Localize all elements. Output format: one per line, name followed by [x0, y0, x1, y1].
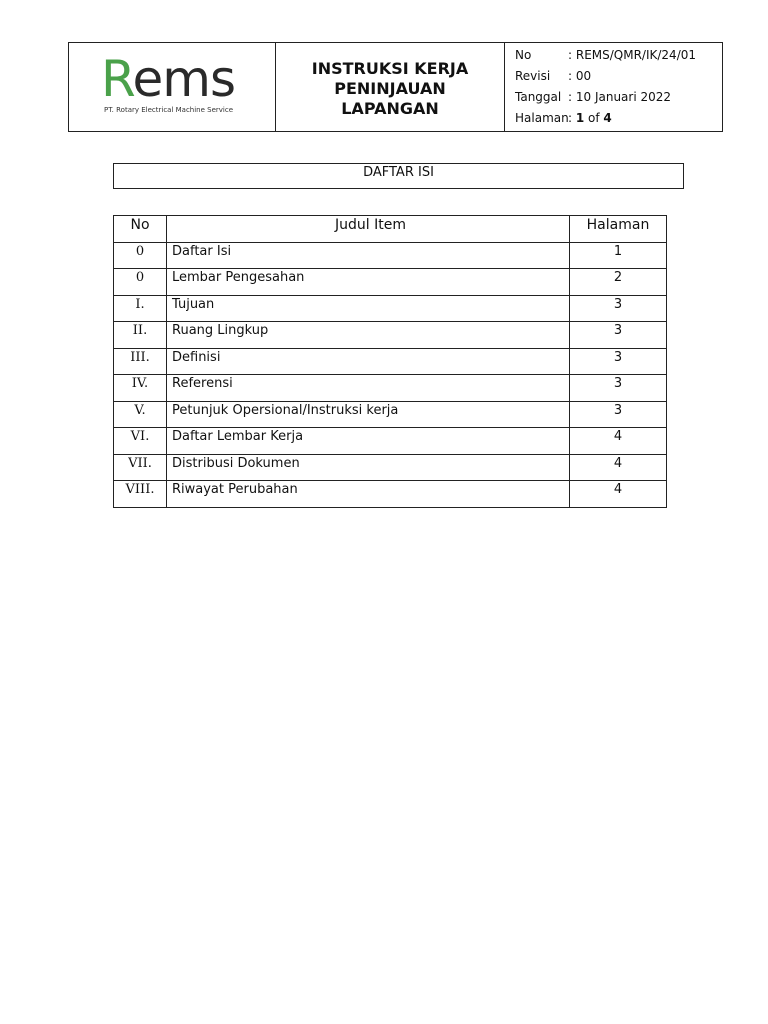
row-judul: Daftar Isi	[167, 242, 570, 269]
row-judul: Referensi	[167, 375, 570, 402]
logo-cell	[69, 43, 276, 131]
row-halaman: 3	[570, 401, 667, 428]
title-line: INSTRUKSI KERJA	[311, 59, 469, 78]
row-no: V.	[114, 401, 167, 428]
row-no: VI.	[114, 428, 167, 455]
company-logo: Rems	[101, 50, 236, 108]
row-judul: Riwayat Perubahan	[167, 481, 570, 508]
meta-value: : REMS/QMR/IK/24/01	[568, 48, 697, 62]
table-row	[114, 454, 667, 481]
row-judul: Distribusi Dokumen	[167, 454, 570, 481]
row-no: III.	[114, 348, 167, 375]
table-row	[114, 401, 667, 428]
row-no: VIII.	[114, 481, 167, 508]
document-meta	[505, 43, 722, 131]
toc-table	[113, 215, 667, 508]
row-no: VII.	[114, 454, 167, 481]
table-row	[114, 348, 667, 375]
column-header-no: No	[114, 216, 167, 243]
row-halaman: 4	[570, 454, 667, 481]
row-no: 0	[114, 269, 167, 296]
title-line: LAPANGAN	[341, 99, 439, 118]
row-judul: Lembar Pengesahan	[167, 269, 570, 296]
row-halaman: 2	[570, 269, 667, 296]
meta-key: Revisi	[515, 69, 551, 83]
row-no: II.	[114, 322, 167, 349]
meta-value: : 10 Januari 2022	[568, 90, 672, 104]
meta-value: : 00	[568, 69, 592, 83]
row-halaman: 4	[570, 481, 667, 508]
title-line: PENINJAUAN	[334, 79, 446, 98]
row-halaman: 3	[570, 375, 667, 402]
table-row	[114, 295, 667, 322]
column-header-judul: Judul Item	[167, 216, 570, 243]
table-row	[114, 375, 667, 402]
row-no: IV.	[114, 375, 167, 402]
row-halaman: 3	[570, 295, 667, 322]
logo-subtitle: PT. Rotary Electrical Machine Service	[104, 106, 234, 114]
meta-key: No	[515, 48, 532, 62]
meta-row-no	[515, 48, 722, 69]
meta-key: Halaman	[515, 111, 569, 125]
meta-row-halaman	[515, 111, 722, 132]
row-judul: Petunjuk Opersional/Instruksi kerja	[167, 401, 570, 428]
document-header	[68, 42, 723, 132]
table-row	[114, 481, 667, 508]
row-halaman: 1	[570, 242, 667, 269]
row-halaman: 3	[570, 322, 667, 349]
meta-row-revisi	[515, 69, 722, 90]
row-halaman: 4	[570, 428, 667, 455]
row-no: I.	[114, 295, 167, 322]
table-row	[114, 428, 667, 455]
table-row	[114, 269, 667, 296]
table-header-row	[114, 216, 667, 243]
meta-row-tanggal	[515, 90, 722, 111]
row-judul: Tujuan	[167, 295, 570, 322]
column-header-halaman: Halaman	[570, 216, 667, 243]
document-title	[276, 43, 505, 131]
meta-key: Tanggal	[515, 90, 562, 104]
meta-value: : 1 of 4	[568, 111, 612, 125]
row-judul: Ruang Lingkup	[167, 322, 570, 349]
row-halaman: 3	[570, 348, 667, 375]
toc-title: DAFTAR ISI	[113, 163, 684, 189]
table-row	[114, 242, 667, 269]
row-judul: Definisi	[167, 348, 570, 375]
table-row	[114, 322, 667, 349]
row-no: 0	[114, 242, 167, 269]
row-judul: Daftar Lembar Kerja	[167, 428, 570, 455]
